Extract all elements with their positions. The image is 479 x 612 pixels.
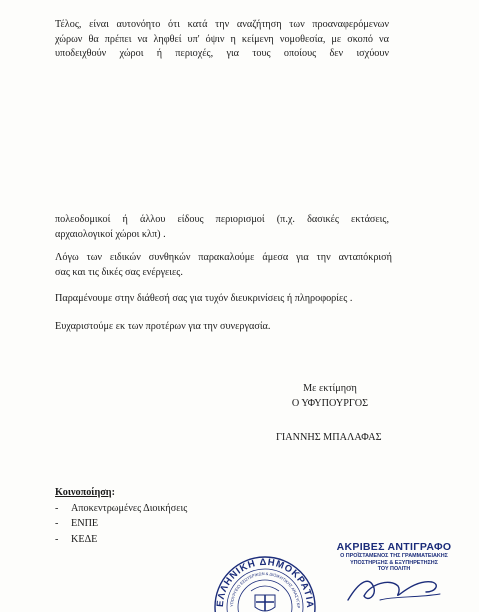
cc-recipient (55, 501, 187, 517)
text-line: σας και τις δικές σας ενέργειες. (55, 266, 183, 278)
text-line: Λόγω των ειδικών συνθηκών παρακαλούμε άμεσα για την ανταπόκρισή (55, 252, 392, 263)
stamp-inner-text: ΥΠΟΥΡΓΕΙΟ ΕΣΩΤΕΡΙΚΩΝ & ΔΙΟΙΚΗΤΙΚΗΣ ΑΝΑΣΥΓΚΡ (228, 570, 302, 609)
paragraph-availability (55, 292, 389, 307)
paragraph-urgent-request (55, 251, 392, 280)
text-line: Ευχαριστούμε εκ των προτέρων για την συνεργασία. (55, 321, 271, 332)
paragraph-thanks (55, 320, 389, 335)
signature-block (260, 382, 400, 411)
certified-copy-line: ΤΟΥ ΠΟΛΙΤΗ (377, 566, 411, 573)
cc-recipient-label: ΚΕΔΕ (71, 533, 98, 545)
signature-closing: Με εκτίμηση (303, 383, 357, 394)
cc-recipient (55, 532, 187, 548)
paragraph-final-remarks-continued (55, 213, 389, 242)
text-line: Παραμένουμε στην διάθεσή σας για τυχόν διευκρινίσεις ή πληροφορίες . (55, 293, 353, 304)
paragraph-final-remarks (55, 18, 389, 62)
coat-of-arms-icon (251, 586, 279, 611)
certified-copy-line: Ο ΠΡΟΪΣΤΑΜΕΝΟΣ ΤΗΣ ΓΡΑΜΜΑΤΕΙΑΚΗΣ (340, 553, 448, 559)
cc-heading-colon: : (111, 487, 115, 498)
cc-heading: Κοινοποίηση (55, 487, 112, 498)
cc-dash: - (55, 533, 59, 545)
cc-section (55, 485, 187, 547)
cc-recipient (55, 516, 187, 532)
official-round-stamp (213, 527, 317, 612)
signatory-title: Ο ΥΦΥΠΟΥΡΓΟΣ (291, 397, 369, 409)
handwritten-signature (340, 570, 450, 608)
text-line: πολεοδομικοί ή άλλου είδους περιορισμοί (π.χ. δασικές εκτάσεις, (55, 214, 389, 225)
certified-copy-line: ΥΠΟΣΤΗΡΙΞΗΣ & ΕΞΥΠΗΡΕΤΗΣΗΣ (350, 559, 438, 566)
text-line: χώρων θα πρέπει να ληφθεί υπ' όψιν η κείμενη νομοθεσία, με σκοπό να (55, 33, 389, 45)
cc-dash: - (55, 518, 59, 529)
text-line: αρχαιολογικοί χώροι κλπ) . (55, 228, 166, 240)
text-line: Τέλος, είναι αυτονόητο ότι κατά την αναζήτηση των προαναφερόμενων (55, 19, 389, 30)
cc-dash: - (55, 502, 59, 514)
signatory-name: ΓΙΑΝΝΗΣ ΜΠΑΛΑΦΑΣ (276, 432, 382, 443)
certified-copy-title: ΑΚΡΙΒΕΣ ΑΝΤΙΓΡΑΦΟ (336, 541, 452, 553)
cc-recipient-label: Αποκεντρωμένες Διοικήσεις (71, 502, 188, 514)
cc-recipient-label: ΕΝΠΕ (71, 518, 99, 529)
stamp-outer-text: ΕΛΛΗΝΙΚΗ ΔΗΜΟΚΡΑΤΙΑ (214, 556, 316, 609)
certified-copy-stamp (318, 541, 470, 573)
text-line: υποδειχθούν χώροι ή περιοχές, για τους οποίους δεν ισχύουν (55, 48, 389, 59)
